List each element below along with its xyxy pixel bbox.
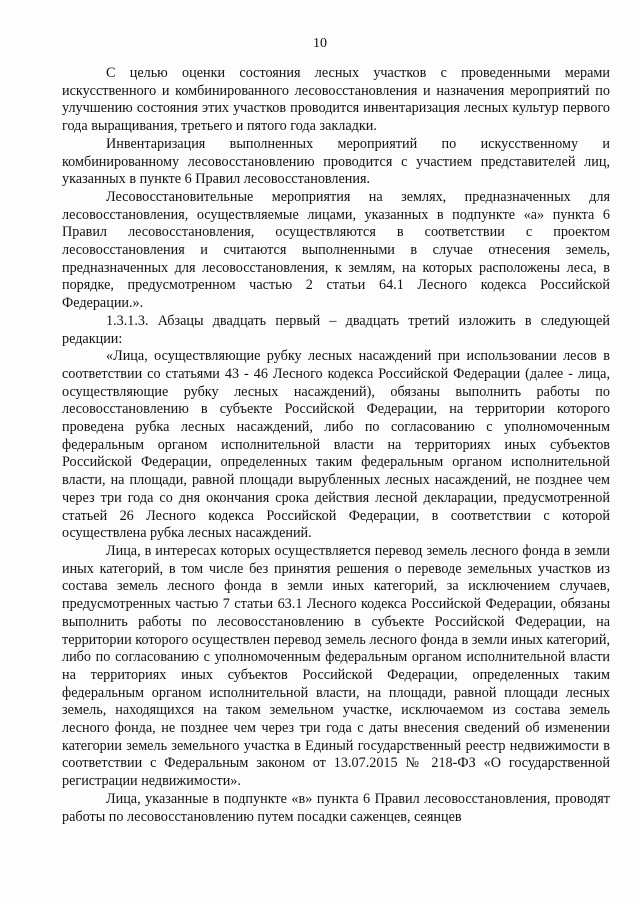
document-body <box>62 65 610 826</box>
paragraph-reforestation-measures: Лесовосстановительные мероприятия на землях, предназначенных для лесовосстановления, осуществляемые лицами, указанных в подпункте «а» пункта 6 Правил лесовосстановления, осуществляются в соответствии с проектом лесовосстановления и считаются выполненными в случае отнесения земель, предназначенных для лесовосстановления, к землям, на которых расположены леса, в порядке, предусмотренном частью 2 статьи 64.1 Лесного кодекса Российской Федерации.». <box>62 188 610 312</box>
page-number: 10 <box>313 36 327 51</box>
paragraph-inventory-participants: Инвентаризация выполненных мероприятий по искусственному и комбинированному лесовосстановлению проводится с участием представителей лиц, указанных в пункте 6 Правил лесовосстановления. <box>62 135 610 188</box>
paragraph-land-transfer-obligations: Лица, в интересах которых осуществляется перевод земель лесного фонда в земли иных категорий, в том числе без принятия решения о переводе земельных участков из состава земель лесного фонда в земли иных категорий, за исключением случаев, предусмотренных частью 7 статьи 63.1 Лесного кодекса Российской Федерации, обязаны выполнить работы по лесовосстановлению в субъекте Российской Федерации, на территории которого осуществлен перевод земель лесного фонда в земли иных категорий, либо по согласованию с уполномоченным федеральным органом исполнительной власти на территориях иных субъектов Российской Федерации, определенных таким федеральным органом исполнительной власти, на площади, равной площади лесных земель, находящихся на таком земельном участке, исключаемом из состава земель лесного фонда, не позднее чем через три года с даты внесения сведений об изменении категории земель земельного участка в Единый государственный реестр недвижимости в соответствии с Федеральным законом от 13.07.2015 № 218-ФЗ «О государственной регистрации недвижимости». <box>62 542 610 790</box>
paragraph-amendment-clause: 1.3.1.3. Абзацы двадцать первый – двадцать третий изложить в следующей редакции: <box>62 312 610 347</box>
paragraph-inventory-purpose: С целью оценки состояния лесных участков с проведенными мерами искусственного и комбинированного лесовосстановления и назначения мероприятий по улучшению состояния этих участков проводится инвентаризация лесных культур первого года выращивания, третьего и пятого года закладки. <box>62 65 610 135</box>
paragraph-planting-methods: Лица, указанные в подпункте «в» пункта 6 Правил лесовосстановления, проводят работы по лесовосстановлению путем посадки саженцев, сеянцев <box>62 790 610 825</box>
paragraph-logging-obligations: «Лица, осуществляющие рубку лесных насаждений при использовании лесов в соответствии со статьями 43 - 46 Лесного кодекса Российской Федерации (далее - лица, осуществляющие рубку лесных насаждений), обязаны выполнить работы по лесовосстановлению в субъекте Российской Федерации, на территории которого проведена рубка лесных насаждений, либо по согласованию с уполномоченным федеральным органом исполнительной власти на территориях иных субъектов Российской Федерации, определенных таким федеральным органом исполнительной власти, на площади, равной площади вырубленных лесных насаждений, не позднее чем через три года со дня окончания срока действия лесной декларации, предусмотренной статьей 26 Лесного кодекса Российской Федерации, в соответствии с которой осуществлена рубка лесных насаждений. <box>62 348 610 542</box>
